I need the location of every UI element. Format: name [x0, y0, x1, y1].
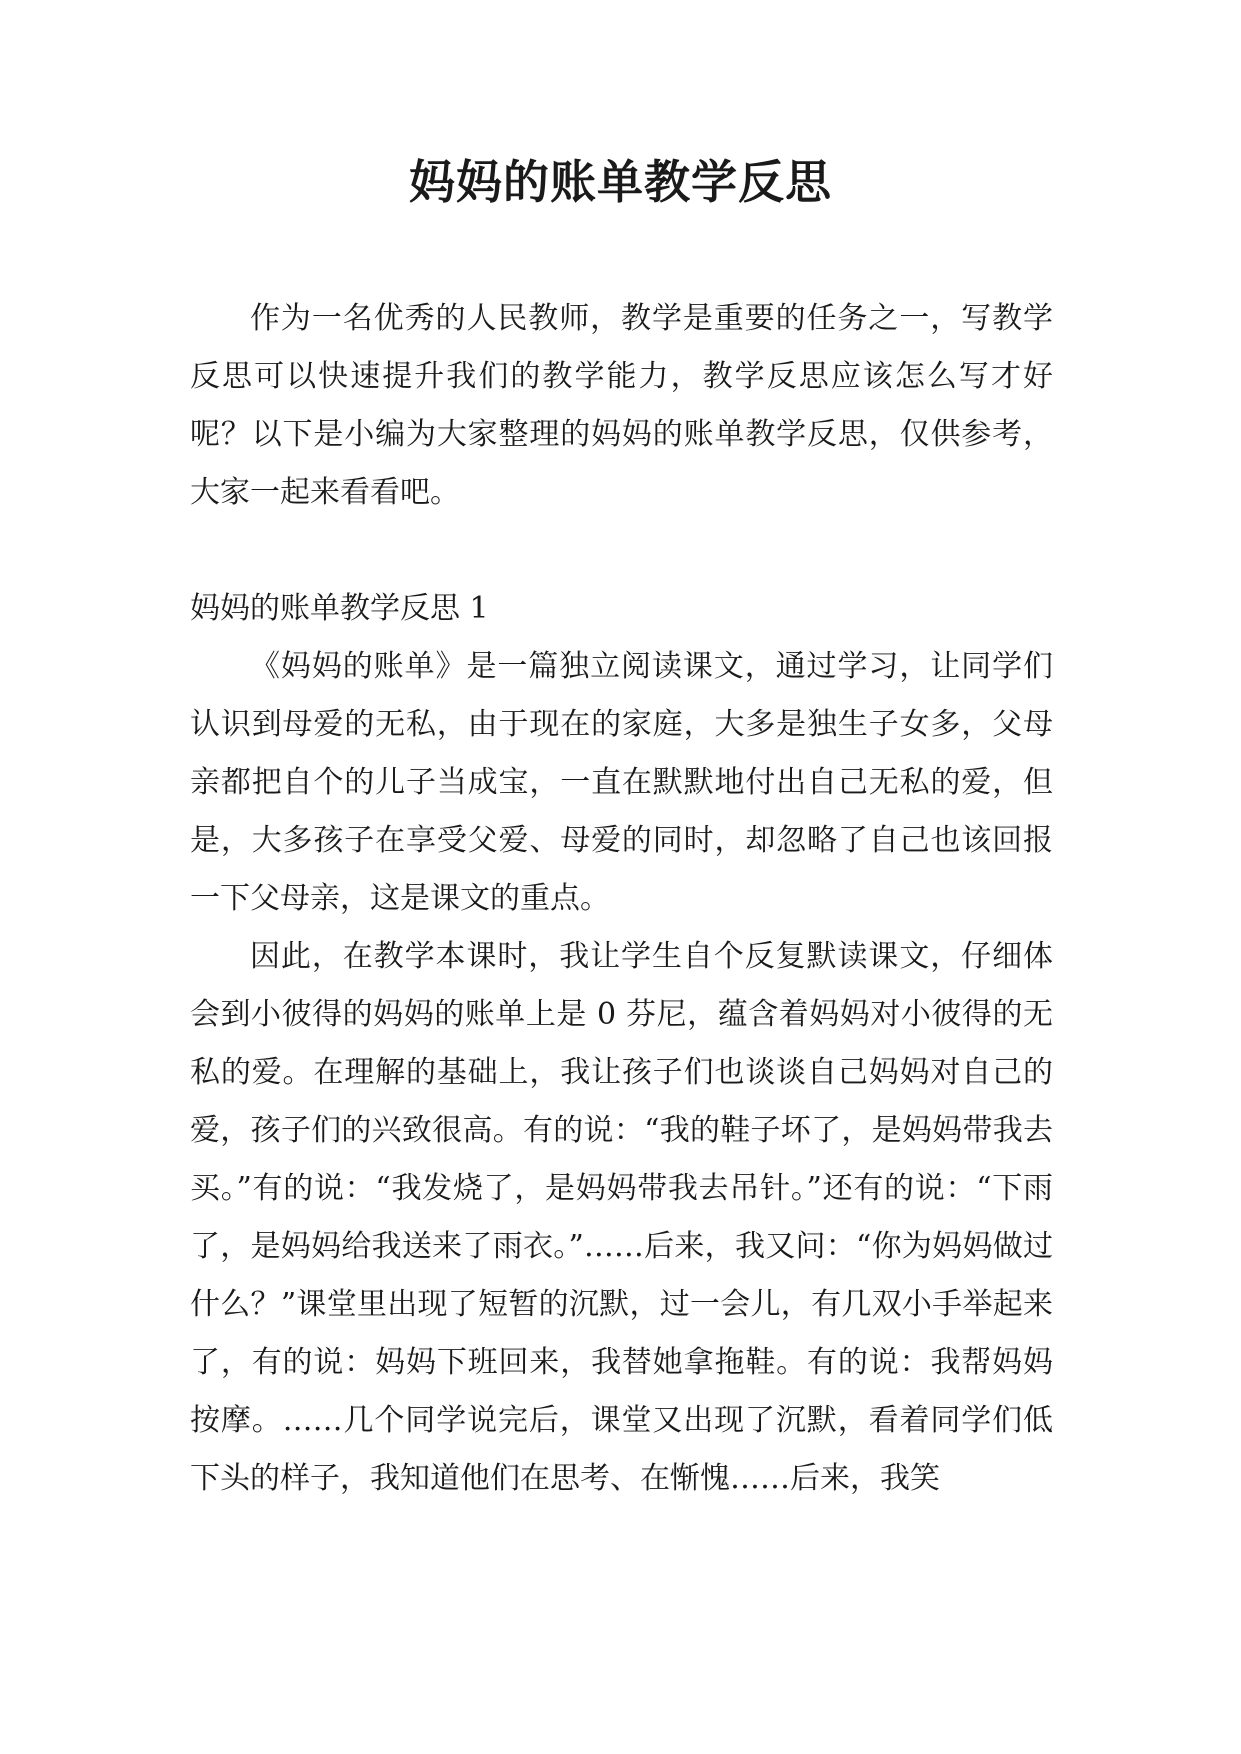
section-heading: 妈妈的账单教学反思 1: [190, 591, 489, 626]
body-paragraph: 《妈妈的账单》是一篇独立阅读课文，通过学习，让同学们认识到母爱的无私，由于现在的家庭，大多是独生子女多，父母亲都把自个的儿子当成宝，一直在默默地付出自己无私的爱，但是，大多孩子在享受父爱、母爱的同时，却忽略了自己也该回报一下父母亲，这是课文的重点。: [190, 649, 1053, 916]
intro-paragraph: 作为一名优秀的人民教师，教学是重要的任务之一，写教学反思可以快速提升我们的教学能力，教学反思应该怎么写才好呢？以下是小编为大家整理的妈妈的账单教学反思，仅供参考，大家一起来看看吧。: [190, 301, 1053, 510]
body-paragraph: 因此，在教学本课时，我让学生自个反复默读课文，仔细体会到小彼得的妈妈的账单上是 0 芬尼，蕴含着妈妈对小彼得的无私的爱。在理解的基础上，我让孩子们也谈谈自己妈妈对自己的爱，孩子们的兴致很高。有的说：“我的鞋子坏了，是妈妈带我去买。”有的说：“我发烧了，是妈妈带我去吊针。”还有的说：“下雨了，是妈妈给我送来了雨衣。”……后来，我又问：“你为妈妈做过什么？”课堂里出现了短暂的沉默，过一会儿，有几双小手举起来了，有的说：妈妈下班回来，我替她拿拖鞋。有的说：我帮妈妈按摩。……几个同学说完后，课堂又出现了沉默，看着同学们低下头的样子，我知道他们在思考、在惭愧……后来，我笑: [190, 939, 1053, 1496]
page-title: 妈妈的账单教学反思: [409, 155, 832, 209]
section-body: [190, 638, 1053, 1508]
